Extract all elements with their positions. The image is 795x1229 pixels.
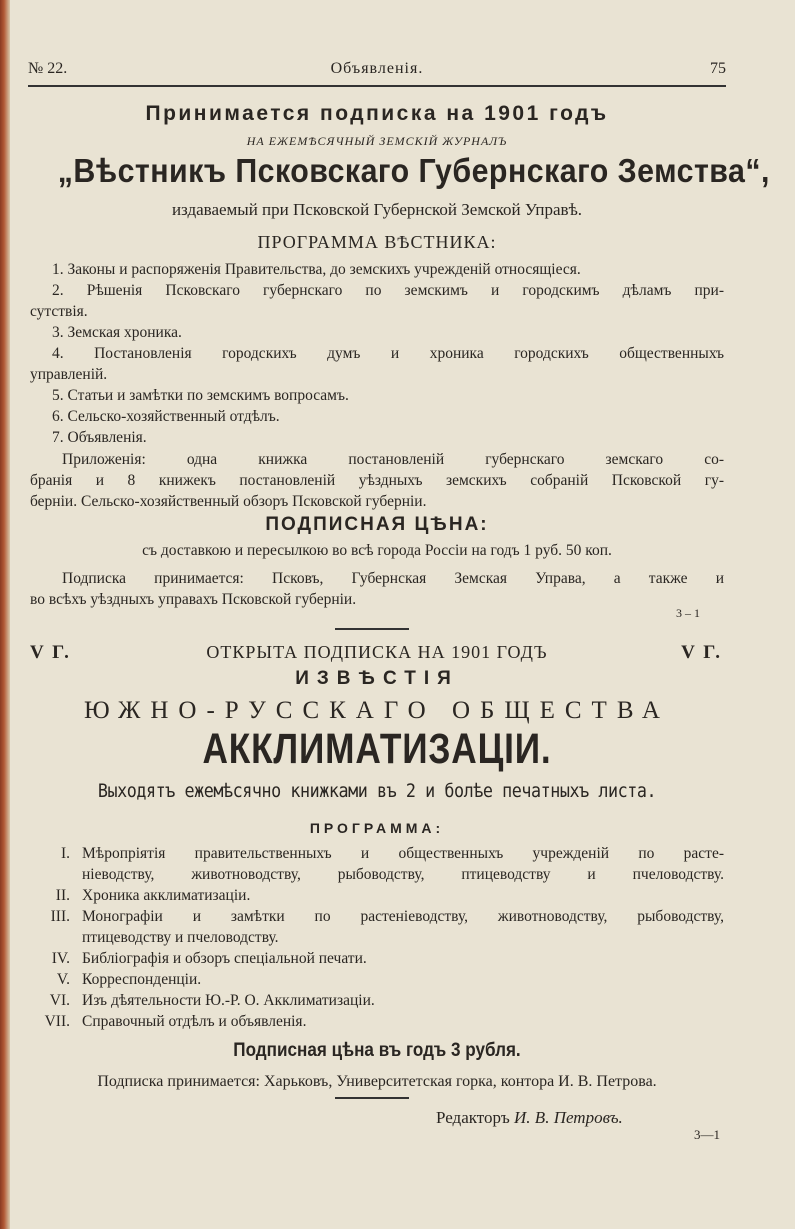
ad2-item-num: I. <box>60 845 70 862</box>
ad2-mark: 3—1 <box>694 1127 720 1142</box>
ad2-title-word2: ЮЖНО-РУССКАГО ОБЩЕСТВА <box>84 697 670 724</box>
ad2-right-mark: V Г. <box>681 642 722 663</box>
ad2-item-text: Монографіи и замѣтки по растеніеводству, животноводству, рыбоводству, <box>82 908 724 925</box>
ad1-item-4-cont: управленій. <box>30 366 108 383</box>
ad1-journal-title: „Вѣстникъ Псковскаго Губернскаго Земства“, <box>57 152 770 189</box>
ad1-item-6: 6. Сельско-хозяйственный отдѣлъ. <box>52 408 280 425</box>
editor-name: И. В. Петровъ. <box>514 1108 623 1127</box>
ad2-title-word3: АККЛИМАТИЗАЦІИ. <box>202 725 552 773</box>
ad1-item-4: 4. Постановленія городскихъ думъ и хроника городскихъ общественныхъ <box>52 345 724 362</box>
ad1-supplement-2: бранія и 8 книжекъ постановленій уѣздныхъ земскихъ собраній Псковской гу- <box>30 472 724 489</box>
page-binding-edge <box>0 0 10 1229</box>
ad1-item-1: 1. Законы и распоряженія Правительства, до земскихъ учрежденій относящіеся. <box>52 261 581 278</box>
ad1-item-5: 5. Статьи и замѣтки по земскимъ вопросамъ. <box>52 387 349 404</box>
ad1-mark: 3 – 1 <box>676 606 700 620</box>
ad2-item-num: III. <box>50 908 70 925</box>
ad2-open-text: ОТКРЫТА ПОДПИСКА НА 1901 ГОДЪ <box>206 642 548 662</box>
ad2-program-title: ПРОГРАММА: <box>309 820 445 836</box>
ad1-price-title: ПОДПИСНАЯ ЦѢНА: <box>265 514 489 535</box>
ad2-item-num: VI. <box>49 992 70 1009</box>
section-divider <box>335 1097 409 1099</box>
ad2-item-text: Мѣропріятія правительственныхъ и общественныхъ учрежденій по расте- <box>82 845 724 862</box>
ad2-left-mark: V Г. <box>30 642 71 663</box>
header-rule <box>28 85 726 87</box>
ad1-subscription-2: во всѣхъ уѣздныхъ управахъ Псковской губерніи. <box>30 591 357 608</box>
ad2-price: Подписная цѣна въ годъ 3 рубля. <box>233 1040 521 1061</box>
ad1-supplement-1: Приложенія: одна книжка постановленій губернскаго земскаго со- <box>62 451 724 468</box>
ad1-publisher: издаваемый при Псковской Губернской Земской Управѣ. <box>171 200 583 219</box>
ad2-title-word1: ИЗВѢСТІЯ <box>295 668 459 689</box>
ad1-supplement-3: берніи. Сельско-хозяйственный обзоръ Псковской губерніи. <box>30 493 427 510</box>
ad1-program-title: ПРОГРАММА ВѢСТНИКА: <box>257 232 497 252</box>
ad2-item-num: V. <box>56 971 70 988</box>
ad1-subheading: НА ЕЖЕМѢСЯЧНЫЙ ЗЕМСКІЙ ЖУРНАЛЪ <box>246 134 508 148</box>
ad1-item-2-cont: сутствія. <box>30 303 88 320</box>
page-header <box>28 60 726 82</box>
section-title: Объявленія. <box>330 60 424 77</box>
ad1-item-3: 3. Земская хроника. <box>52 324 182 341</box>
ad1-price-text: съ доставкою и пересылкою во всѣ города Россіи на годъ 1 руб. 50 коп. <box>142 542 612 559</box>
ad2-item-text: Библіографія и обзоръ спеціальной печати. <box>82 950 367 967</box>
ad2-item-num: IV. <box>51 950 70 967</box>
ad2-item-text: Изъ дѣятельности Ю.-Р. О. Акклиматизаціи. <box>82 992 375 1009</box>
ad2-item-text: Хроника акклиматизаціи. <box>82 887 251 904</box>
section-divider <box>335 628 409 630</box>
ad2-item-text: птицеводству и пчеловодству. <box>82 929 279 946</box>
ad2-item-num: VII. <box>44 1013 70 1030</box>
ad2-item-text: Справочный отдѣлъ и объявленія. <box>82 1013 307 1030</box>
ad1-subscription-1: Подписка принимается: Псковъ, Губернская Земская Управа, а также и <box>62 570 724 587</box>
editor-line <box>436 1108 623 1128</box>
page-number: 75 <box>710 60 726 77</box>
ad1-heading: Принимается подписка на 1901 годъ <box>145 102 609 125</box>
ad2-subscription: Подписка принимается: Харьковъ, Университетская горка, контора И. В. Петрова. <box>97 1073 657 1090</box>
ad1-item-7: 7. Объявленія. <box>52 429 147 446</box>
ad2-item-text: Корреспонденціи. <box>82 971 202 988</box>
ad2-item-text: ніеводству, животноводству, рыбоводству, птицеводству и пчеловодству. <box>82 866 724 883</box>
ad2-item-num: II. <box>55 887 70 904</box>
issue-number: № 22. <box>28 60 68 77</box>
ad2-frequency: Выходятъ ежемѣсячно книжками въ 2 и болѣе печатныхъ листа. <box>97 780 657 802</box>
ad1-item-2: 2. Рѣшенія Псковскаго губернскаго по земскимъ и городскимъ дѣламъ при- <box>52 282 724 299</box>
editor-label: Редакторъ <box>436 1108 510 1127</box>
